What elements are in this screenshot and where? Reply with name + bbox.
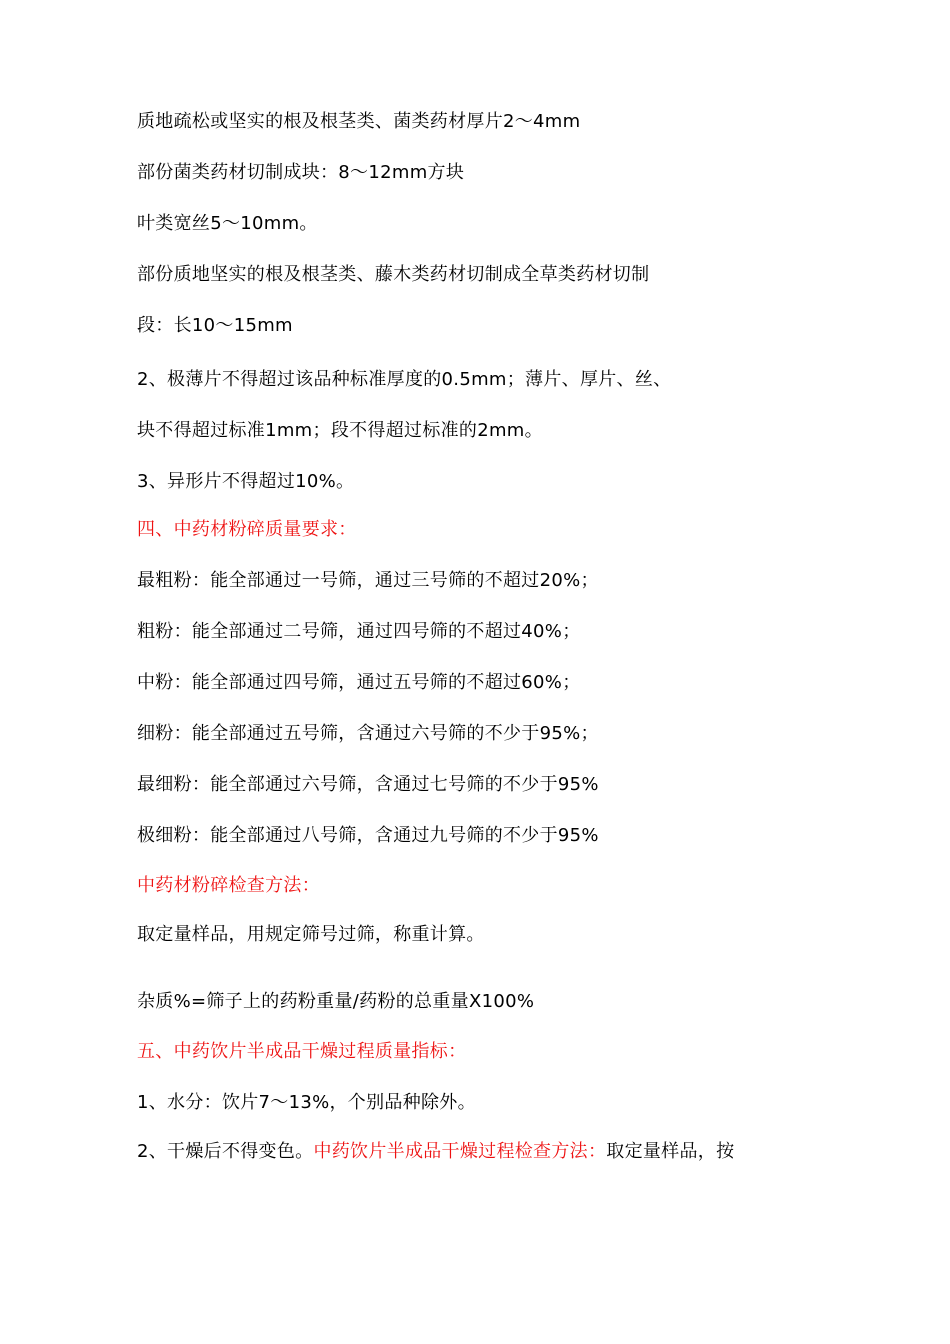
text-segment: 2、干燥后不得变色。 bbox=[137, 1141, 314, 1162]
section-heading: 中药材粉碎检查方法： bbox=[137, 875, 320, 896]
section-heading: 四、中药材粉碎质量要求： bbox=[137, 519, 357, 540]
text-line: 取定量样品，用规定筛号过筛，称重计算。 bbox=[137, 924, 485, 945]
text-line: 叶类宽丝5～10mm。 bbox=[137, 213, 318, 234]
text-line: 部份菌类药材切制成块：8～12mm方块 bbox=[137, 162, 465, 183]
text-line: 粗粉：能全部通过二号筛，通过四号筛的不超过40%； bbox=[137, 621, 581, 642]
text-line: 中粉：能全部通过四号筛，通过五号筛的不超过60%； bbox=[137, 672, 581, 693]
text-line: 1、水分：饮片7～13%，个别品种除外。 bbox=[137, 1092, 476, 1113]
text-line: 3、异形片不得超过10%。 bbox=[137, 471, 355, 492]
text-segment: 取定量样品，按 bbox=[606, 1141, 735, 1162]
text-line: 2、极薄片不得超过该品种标准厚度的0.5mm；薄片、厚片、丝、 bbox=[137, 369, 672, 390]
text-line: 质地疏松或坚实的根及根茎类、菌类药材厚片2～4mm bbox=[137, 111, 581, 132]
text-line: 最细粉：能全部通过六号筛，含通过七号筛的不少于95% bbox=[137, 774, 599, 795]
inline-heading: 中药饮片半成品干燥过程检查方法： bbox=[313, 1141, 607, 1162]
text-line bbox=[137, 1139, 734, 1165]
text-line: 块不得超过标准1mm；段不得超过标准的2mm。 bbox=[137, 420, 543, 441]
text-line: 部份质地坚实的根及根茎类、藤木类药材切制成全草类药材切制 bbox=[137, 264, 650, 285]
text-line: 细粉：能全部通过五号筛，含通过六号筛的不少于95%； bbox=[137, 723, 599, 744]
text-line: 最粗粉：能全部通过一号筛，通过三号筛的不超过20%； bbox=[137, 570, 599, 591]
text-line: 杂质%=筛子上的药粉重量/药粉的总重量X100% bbox=[137, 991, 535, 1012]
section-heading: 五、中药饮片半成品干燥过程质量指标： bbox=[137, 1041, 467, 1062]
text-line: 段：长10～15mm bbox=[137, 315, 293, 336]
text-line: 极细粉：能全部通过八号筛，含通过九号筛的不少于95% bbox=[137, 825, 599, 846]
